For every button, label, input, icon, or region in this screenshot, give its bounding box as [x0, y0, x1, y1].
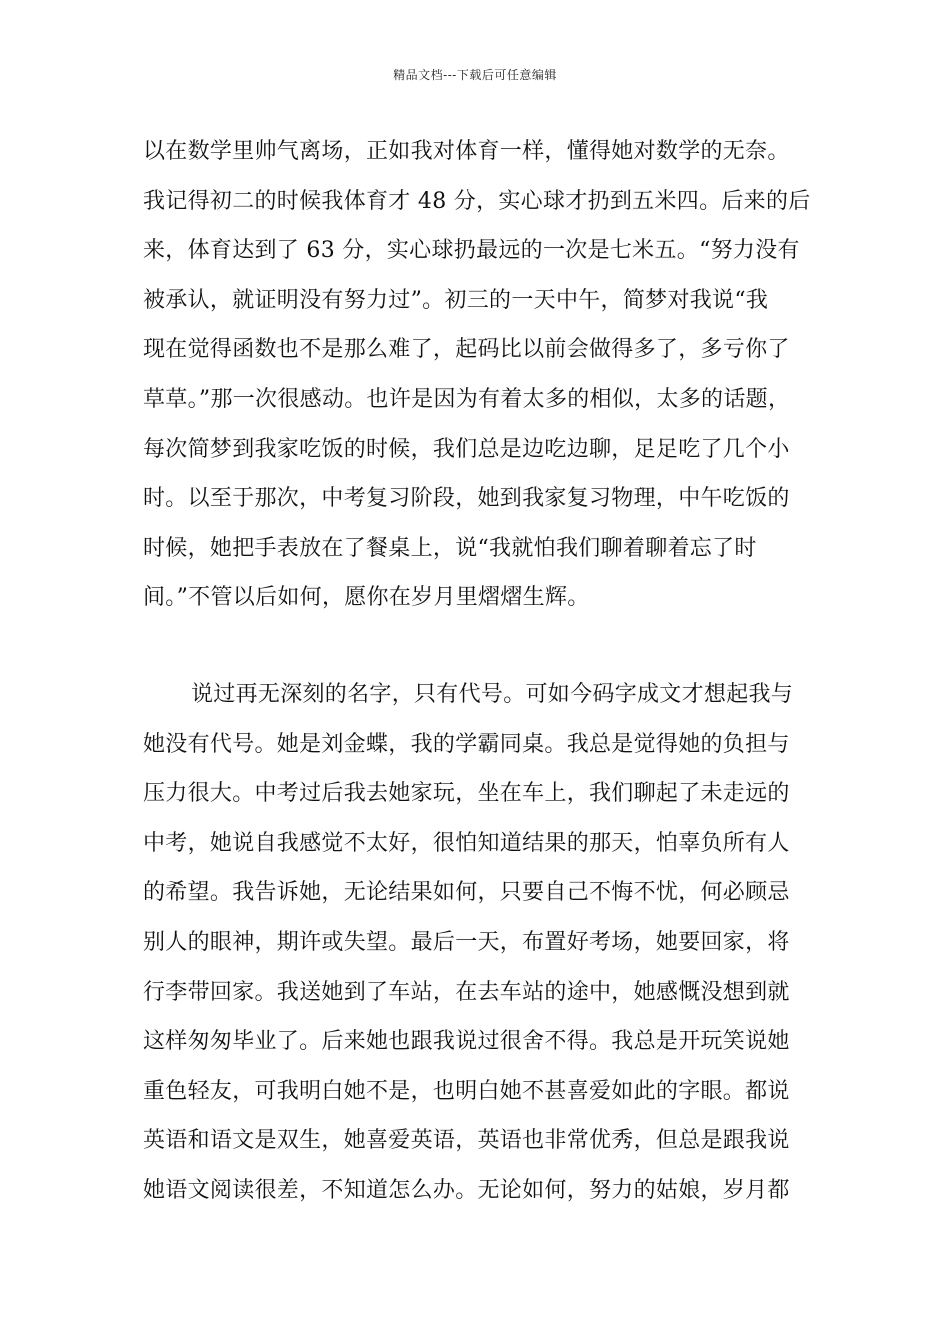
text-line: 别人的眼神，期许或失望。最后一天，布置好考场，她要回家，将	[143, 929, 790, 955]
document-body	[143, 127, 815, 1215]
paragraph	[143, 670, 815, 1216]
text-line: 中考，她说自我感觉不太好，很怕知道结果的那天，怕辜负所有人	[143, 830, 790, 856]
text-line: 压力很大。中考过后我去她家玩，坐在车上，我们聊起了未走远的	[143, 781, 790, 807]
text-line: 这样匆匆毕业了。后来她也跟我说过很舍不得。我总是开玩笑说她	[143, 1029, 790, 1055]
text-line: 英语和语文是双生，她喜爱英语，英语也非常优秀，但总是跟我说	[143, 1128, 790, 1154]
paragraph-gap	[143, 623, 815, 670]
text-line: 被承认，就证明没有努力过”。初三的一天中午，简梦对我说“我	[143, 287, 769, 313]
text-line: 时。以至于那次，中考复习阶段，她到我家复习物理，中午吃饭的	[143, 486, 790, 512]
text-line: 每次简梦到我家吃饭的时候，我们总是边吃边聊，足足吃了几个小	[143, 436, 790, 462]
paragraph	[143, 127, 815, 623]
text-line: 的希望。我告诉她，无论结果如何，只要自己不悔不忧，何必顾忌	[143, 880, 790, 906]
page-header: 精品文档---下载后可任意编辑	[393, 68, 557, 82]
text-line: 行李带回家。我送她到了车站，在去车站的途中，她感慨没想到就	[143, 979, 790, 1005]
text-line: 她语文阅读很差，不知道怎么办。无论如何，努力的姑娘，岁月都	[143, 1177, 790, 1203]
text-line: 间。”不管以后如何，愿你在岁月里熠熠生辉。	[143, 585, 590, 611]
text-line: 草草。”那一次很感动。也许是因为有着太多的相似，太多的话题，	[143, 386, 791, 412]
text-line: 现在觉得函数也不是那么难了，起码比以前会做得多了，多亏你了	[143, 337, 790, 363]
text-line: 我记得初二的时候我体育才 48 分，实心球才扔到五米四。后来的后	[143, 188, 811, 214]
text-line: 重色轻友，可我明白她不是，也明白她不甚喜爱如此的字眼。都说	[143, 1078, 790, 1104]
text-line: 时候，她把手表放在了餐桌上，说“我就怕我们聊着聊着忘了时	[143, 535, 757, 561]
text-line: 她没有代号。她是刘金蝶，我的学霸同桌。我总是觉得她的负担与	[143, 731, 790, 757]
text-line: 来，体育达到了 63 分，实心球扔最远的一次是七米五。“努力没有	[143, 238, 800, 264]
text-line: 说过再无深刻的名字，只有代号。可如今码字成文才想起我与	[191, 681, 794, 707]
text-line: 以在数学里帅气离场，正如我对体育一样，懂得她对数学的无奈。	[143, 139, 790, 164]
